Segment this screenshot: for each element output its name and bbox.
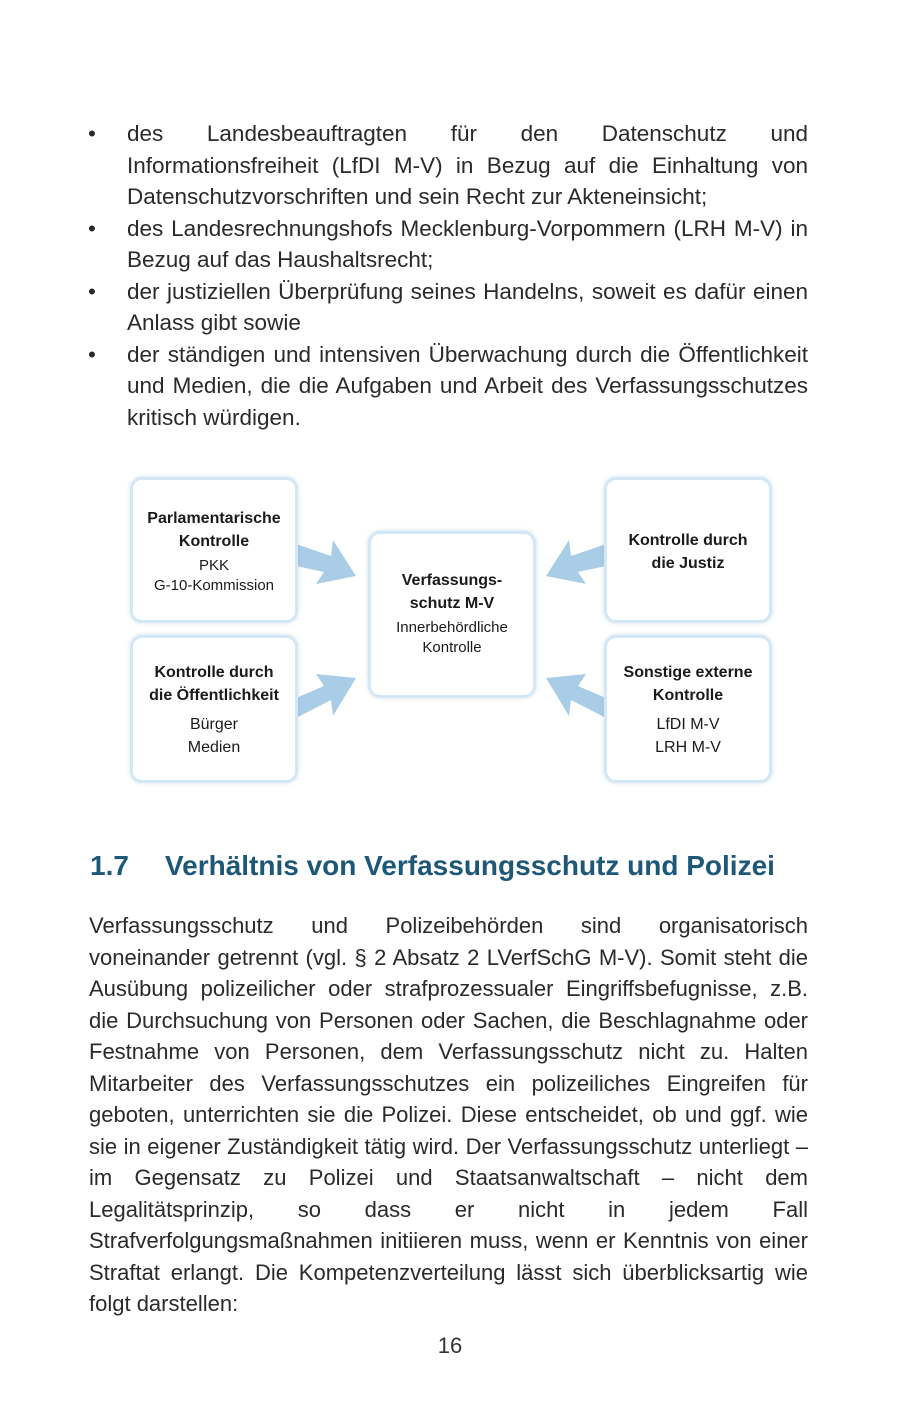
box-subtitle: PKK — [198, 557, 229, 574]
bullet-marker: • — [88, 121, 96, 146]
box-subtitle: LfDI M-V — [656, 716, 720, 733]
box-kontrolle-justiz — [604, 477, 772, 623]
box-parlamentarische-kontrolle — [130, 477, 298, 623]
box-subtitle: Innerbehördliche — [396, 619, 508, 636]
list-item-text: des Landesbeauftragten für den Datenschutz und Informationsfreiheit (LfDI M-V) in Bezug auf die Einhaltung von Datenschutzvorschriften und sein Recht zur Akteneinsicht; — [127, 121, 808, 209]
section-title: Verhältnis von Verfassungsschutz und Polizei — [165, 850, 775, 881]
box-subtitle: Kontrolle — [422, 639, 482, 656]
box-title: Parlamentarische — [147, 510, 281, 527]
section-number: 1.7 — [90, 850, 129, 881]
arrow-justiz-to-center — [544, 532, 606, 584]
box-title: Kontrolle — [652, 687, 724, 704]
list-item — [88, 339, 808, 434]
bullet-list — [88, 118, 808, 433]
box-subtitle: G-10-Kommission — [153, 577, 275, 594]
box-title: schutz M-V — [409, 595, 495, 612]
box-title: Kontrolle durch — [154, 664, 274, 681]
box-title: die Öffentlichkeit — [149, 687, 279, 704]
list-item — [88, 276, 808, 339]
box-title: Sonstige externe — [623, 664, 753, 681]
list-item — [88, 118, 808, 213]
box-subtitle: Medien — [187, 739, 241, 756]
arrow-parlament-to-center — [296, 532, 358, 584]
box-title: Kontrolle — [178, 533, 250, 550]
section-heading — [90, 850, 775, 882]
list-item — [88, 213, 808, 276]
box-sonstige-externe-kontrolle — [604, 635, 772, 783]
list-item-text: des Landesrechnungshofs Mecklenburg-Vorpommern (LRH M-V) in Bezug auf das Haushaltsrecht; — [127, 215, 808, 272]
list-item-text: der ständigen und intensiven Überwachung durch die Öffentlichkeit und Medien, die die Aufgaben und Arbeit des Verfassungsschutzes kritisch würdigen. — [127, 341, 808, 430]
list-item-text: der justiziellen Überprüfung seines Handelns, soweit es dafür einen Anlass gibt sowie — [127, 278, 808, 335]
box-subtitle: LRH M-V — [655, 739, 721, 756]
box-title: Kontrolle durch — [628, 532, 748, 549]
bullet-marker: • — [88, 215, 96, 241]
box-kontrolle-oeffentlichkeit — [130, 635, 298, 783]
box-subtitle: Bürger — [189, 716, 239, 733]
bullet-marker: • — [88, 341, 96, 367]
bullet-marker: • — [88, 278, 96, 304]
arrow-extern-to-center — [544, 670, 606, 722]
control-diagram — [128, 474, 776, 786]
box-title: die Justiz — [651, 555, 725, 572]
box-verfassungsschutz — [368, 531, 536, 698]
arrow-oeffentlichkeit-to-center — [296, 670, 358, 722]
box-title: Verfassungs- — [401, 572, 503, 589]
body-paragraph: Verfassungsschutz und Polizeibehörden sind organisatorisch voneinander getrennt (vgl. § 2 Absatz 2 LVerfSchG M-V). Somit steht die Ausübung polizeilicher oder strafprozessualer Eingriffsbefugnisse, z.B. die Durchsuchung von Personen oder Sachen, die Beschlagnahme oder Festnahme von Personen, dem Verfassungsschutz nicht zu. Halten Mitarbeiter des Verfassungsschutzes ein polizeiliches Eingreifen für geboten, unterrichten sie die Polizei. Diese entscheidet, ob und ggf. wie sie in eigener Zuständigkeit tätig wird. Der Verfassungsschutz unterliegt – im Gegensatz zu Polizei und Staatsanwaltschaft – nicht dem Legalitätsprinzip, so dass er nicht in jedem Fall Strafverfolgungsmaßnahmen initiieren muss, wenn er Kenntnis von einer Straftat erlangt. Die Kompetenzverteilung lässt sich überblicksartig wie folgt darstellen: — [89, 913, 808, 1316]
page-number: 16 — [437, 1333, 463, 1358]
